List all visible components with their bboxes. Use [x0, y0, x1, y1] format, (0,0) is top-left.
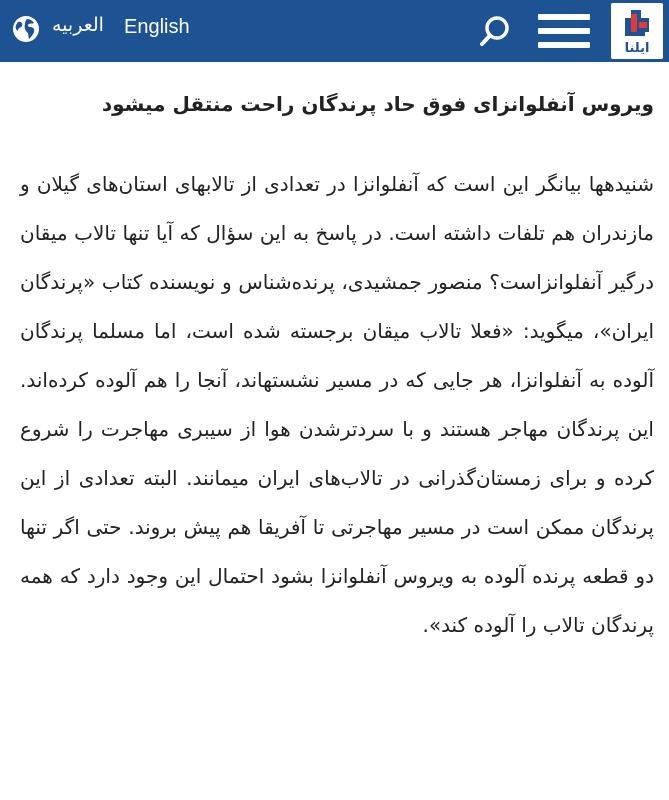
logo-emblem-icon: [621, 8, 653, 40]
article-body: شنیدهها بیانگر این است که آنفلوانزا در تعدادی از تالابهای استان‌های گیلان و مازندران هم تلفات داشته است. در پاسخ به این سؤال که آیا تنها تالاب میقان درگیر آنفلوانزاست؟ منصور جمشیدی، پرنده‌شناس و نویسنده کتاب «پرندگان ایران»، میگوید: «فعلا تالاب میقان برجسته شده است، اما مسلما پرندگان آلوده به آنفلوانزا، هر جایی که در مسیر نشستهاند، آنجا را هم آلوده کرده‌اند. این پرندگان مهاجر هستند و با سردترشدن هوا از سیبری مهاجرت را شروع کرده و برای زمستان‌گذرانی در تالاب‌های ایران میمانند. البته تعدادی از این پرندگان ممکن است در مسیر مهاجرتی تا آفریقا هم پیش بروند. حتی اگر تنها دو قطعه پرنده آلوده به ویروس آنفلوانزا بشود احتمال این وجود دارد که همه پرندگان تالاب را آلوده کند».: [20, 172, 654, 637]
search-icon[interactable]: [478, 14, 512, 48]
english-language-link[interactable]: English: [124, 16, 190, 38]
globe-icon[interactable]: [12, 15, 40, 43]
logo-text: ایلنا: [624, 41, 650, 56]
hamburger-menu-icon[interactable]: [538, 12, 590, 50]
article-headline: ویروس آنفلوانزای فوق حاد پرندگان راحت منتقل میشود: [101, 92, 654, 116]
site-logo[interactable]: [611, 3, 663, 59]
arabic-language-link[interactable]: العربیه: [52, 14, 104, 36]
top-navigation-bar: [0, 0, 669, 62]
